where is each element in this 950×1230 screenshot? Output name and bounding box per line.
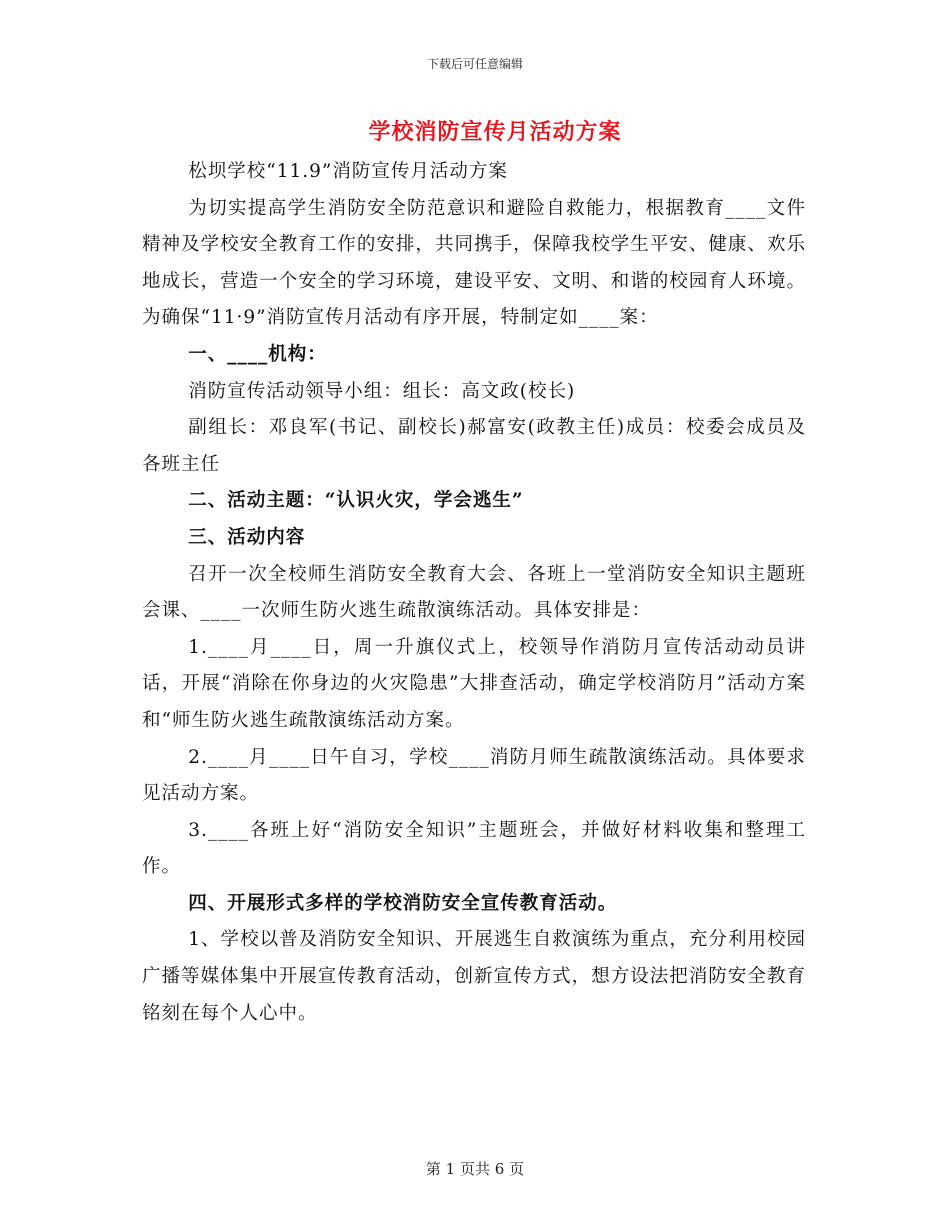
schedule-item-2: 2.____月____日午自习，学校____消防月师生疏散演练活动。具体要求见活动方案。 bbox=[142, 746, 806, 805]
document-title: 学校消防宣传月活动方案 bbox=[368, 119, 622, 145]
section-heading-theme: 二、活动主题：“认识火灾，学会逃生” bbox=[188, 490, 524, 512]
intro-paragraph: 为切实提高学生消防安全防范意识和避险自救能力，根据教育____文件精神及学校安全教育工作的安排，共同携手，保障我校学生平安、健康、欢乐地成长，营造一个安全的学习环境，建设平安、文明、和谐的校园育人环境。为确保“11·9”消防宣传月活动有序开展，特制定如____案： bbox=[142, 197, 806, 329]
schedule-item-1: 1.____月____日，周一升旗仪式上，校领导作消防月宣传活动动员讲话，开展“消除在你身边的火灾隐患”大排查活动，确定学校消防月”活动方案和“师生防火逃生疏散演练活动方案。 bbox=[142, 636, 806, 731]
activity-content-paragraph: 召开一次全校师生消防安全教育大会、各班上一堂消防安全知识主题班会课、____一次师生防火逃生疏散演练活动。具体安排是： bbox=[142, 563, 806, 622]
deputy-leaders-paragraph: 副组长：邓良军(书记、副校长)郝富安(政教主任)成员：校委会成员及各班主任 bbox=[142, 417, 806, 475]
subtitle-paragraph: 松坝学校“11.9”消防宣传月活动方案 bbox=[188, 161, 508, 182]
section-heading-organization: 一、____机构： bbox=[188, 343, 327, 365]
schedule-item-3: 3.____各班上好“消防安全知识”主题班会，并做好材料收集和整理工作。 bbox=[142, 819, 806, 878]
document-body bbox=[142, 154, 806, 1032]
header-note: 下载后可任意编辑 bbox=[426, 57, 523, 71]
activities-paragraph-1: 1、学校以普及消防安全知识、开展逃生自救演练为重点，充分利用校园广播等媒体集中开展宣传教育活动，创新宣传方式，想方设法把消防安全教育铭刻在每个人心中。 bbox=[142, 929, 806, 1024]
leadership-group-paragraph: 消防宣传活动领导小组：组长：高文政(校长) bbox=[188, 380, 576, 402]
section-heading-activities: 四、开展形式多样的学校消防安全宣传教育活动。 bbox=[188, 892, 618, 914]
section-heading-content: 三、活动内容 bbox=[188, 526, 306, 548]
page-indicator: 第 1 页共 6 页 bbox=[425, 1160, 525, 1178]
